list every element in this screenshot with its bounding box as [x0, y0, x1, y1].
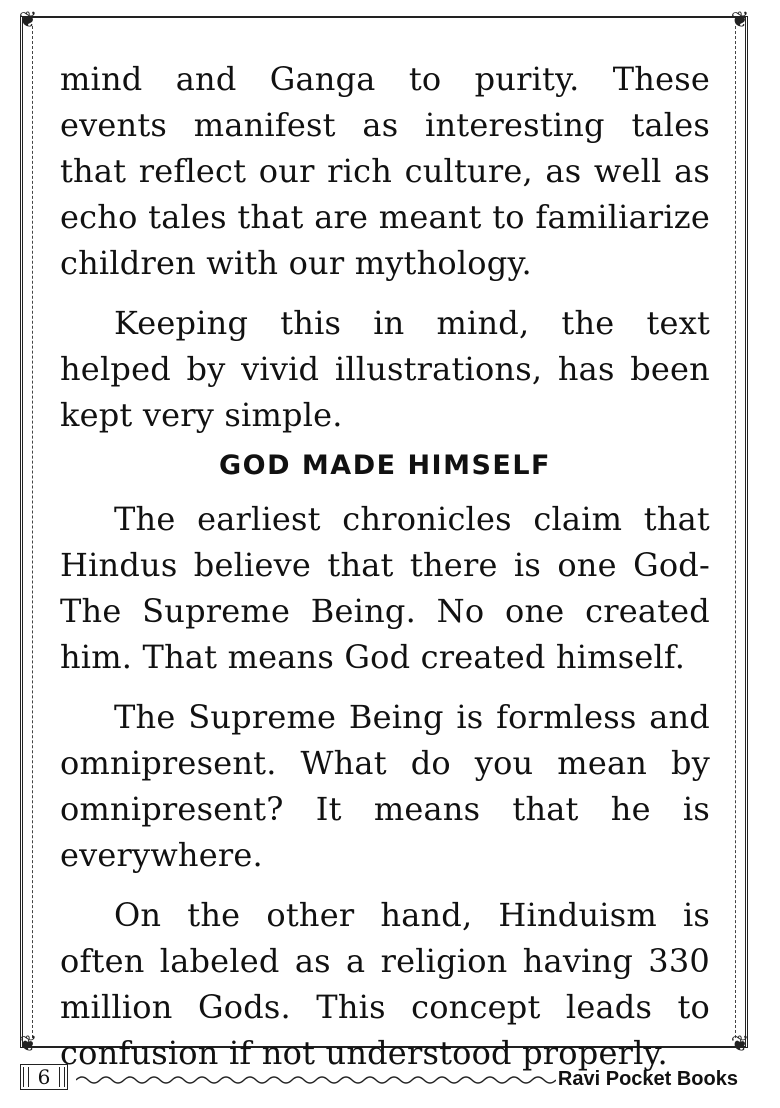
body-paragraph: mind and Ganga to purity. These events manifest as interesting tales that reflect our rich culture, as well as echo tales that are meant to familiarize children with our mythology. [60, 60, 710, 282]
publisher-name: Ravi Pocket Books [557, 1068, 738, 1090]
floral-corner-ornament-icon: ❦ [18, 1032, 38, 1057]
floral-corner-ornament-icon: ❦ [730, 8, 750, 33]
wavy-line-icon [76, 1070, 556, 1090]
body-paragraph: The earliest chronicles claim that Hindus believe that there is one God-The Supreme Being. No one created him. That means God created himself. [60, 500, 710, 676]
page-number: 6 [20, 1064, 68, 1090]
page-body [60, 56, 710, 1076]
body-paragraph: Keeping this in mind, the text helped by vivid illustrations, has been kept very simple. [60, 304, 710, 434]
floral-corner-ornament-icon: ❦ [18, 8, 38, 33]
floral-corner-ornament-icon: ❦ [730, 1032, 750, 1057]
page-footer [20, 1064, 748, 1094]
body-paragraph: On the other hand, Hinduism is often labeled as a religion having 330 million Gods. This concept leads to confusion if not understood properly. [60, 896, 710, 1072]
body-paragraph: The Supreme Being is formless and omnipresent. What do you mean by omnipresent? It means that he is everywhere. [60, 698, 710, 874]
section-heading: GOD MADE HIMSELF [219, 450, 551, 481]
